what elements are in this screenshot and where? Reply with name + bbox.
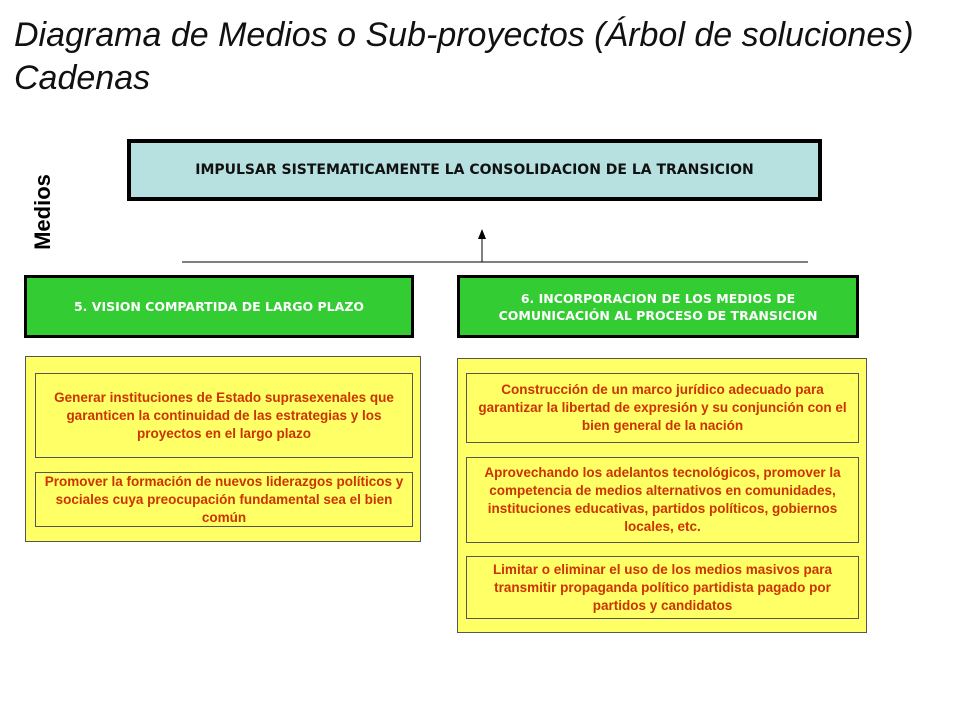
actions-panel-6 [457, 358, 867, 633]
goal-box: IMPULSAR SISTEMATICAMENTE LA CONSOLIDACION DE LA TRANSICION [127, 139, 822, 201]
medios-label-text: Medios [30, 174, 56, 250]
mean-box-5: 5. VISION COMPARTIDA DE LARGO PLAZO [24, 275, 414, 338]
mean-box-6: 6. INCORPORACION DE LOS MEDIOS DE COMUNICACIÓN AL PROCESO DE TRANSICION [457, 275, 859, 338]
action-box: Generar instituciones de Estado suprasexenales que garanticen la continuidad de las estrategias y los proyectos en el largo plazo [35, 373, 413, 458]
action-box: Construcción de un marco jurídico adecuado para garantizar la libertad de expresión y su conjunción con el bien general de la nación [466, 373, 859, 443]
actions-panel-5 [25, 356, 421, 542]
action-box: Aprovechando los adelantos tecnológicos, promover la competencia de medios alternativos en comunidades, instituciones educativas, partidos políticos, gobiernos locales, etc. [466, 457, 859, 543]
up-arrow-icon [478, 229, 486, 239]
action-box: Limitar o eliminar el uso de los medios masivos para transmitir propaganda político partidista pagado por partidos y candidatos [466, 556, 859, 619]
page-title: Diagrama de Medios o Sub-proyectos (Árbol de soluciones) Cadenas [14, 16, 914, 97]
action-box: Promover la formación de nuevos liderazgos políticos y sociales cuya preocupación fundamental sea el bien común [35, 472, 413, 527]
